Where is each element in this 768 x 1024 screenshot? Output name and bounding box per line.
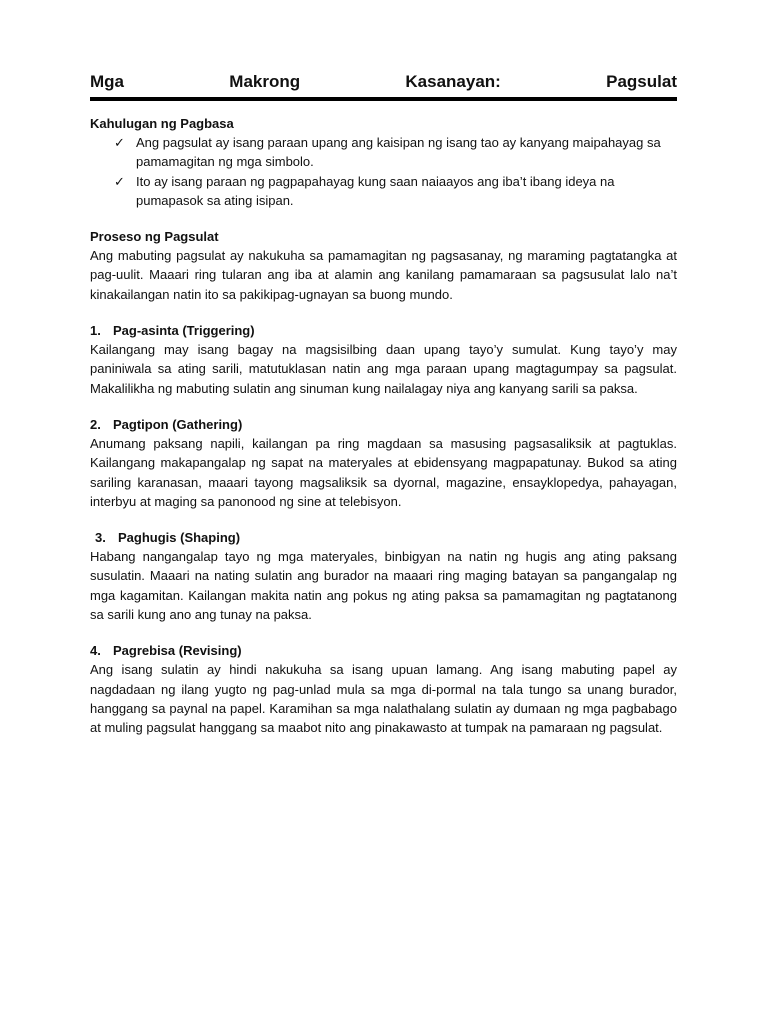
step-paragraph: Kailangang may isang bagay na magsisilbing daan upang tayo’y sumulat. Kung tayo’y may paniniwala sa ating sarili, matutuklasan natin ang mga paraan upang magtagumpay sa pagsulat. Makalilikha ng mabuting sulatin ang sinuman kung nailalagay niya ang kanyang sarili sa paksa. xyxy=(90,342,677,396)
list-item xyxy=(114,172,677,211)
step-paragraph: Ang isang sulatin ay hindi nakukuha sa isang upuan lamang. Ang isang mabuting papel ay nagdadaan ng ilang yugto ng pag-unlad mula sa mga di-pormal na tala tungo sa unang burador, hanggang sa paynal na papel. Karamihan sa mga nalathalang sulatin ay dumaan ng mga pagbabago at muling pagsulat hanggang sa maabot nito ang pinakawasto at tumpak na pamaraan ng pagsulat. xyxy=(90,662,677,736)
step-paragraph: Anumang paksang napili, kailangan pa ring magdaan sa masusing pagsasaliksik at pagtuklas. Kailangang makapangalap ng sapat na materyales at ebidensyang magpapatunay. Bukod sa ating sariling karanasan, maaari tayong magsaliksik sa dyornal, magazine, ensayklopedya, pahayagan, interbyu at maging sa panonood ng sine at telebisyon. xyxy=(90,435,677,509)
list-item-text: Ang pagsulat ay isang paraan upang ang kaisipan ng isang tao ay kanyang maipahayag sa pamamagitan ng mga simbolo. xyxy=(136,135,661,170)
step-number: 2. xyxy=(90,416,101,432)
title-underline xyxy=(90,97,677,101)
step-number: 1. xyxy=(90,323,101,339)
title-word-3: Kasanayan: xyxy=(405,72,501,91)
title-word-2: Makrong xyxy=(229,72,301,91)
step-heading xyxy=(90,415,677,434)
title-word-1: Mga xyxy=(90,72,124,91)
step-heading xyxy=(90,641,677,660)
step-title: Pagtipon (Gathering) xyxy=(113,416,243,432)
step-heading xyxy=(90,321,677,340)
proseso-paragraph: Ang mabuting pagsulat ay nakukuha sa pamamagitan ng pagsasanay, ng maraming pagtatangka at pag-uulit. Maaari ring tularan ang iba at alamin ang kanilang pamamaraan sa pagsusulat lalo na’t kinakailangan natin ito sa pakikipag-ugnayan sa buong mundo. xyxy=(90,248,677,302)
step-heading xyxy=(90,528,677,547)
step-number: 3. xyxy=(95,530,106,546)
kahulugan-list xyxy=(90,133,677,210)
title-word-4: Pagsulat xyxy=(606,72,677,91)
checkmark-icon: ✓ xyxy=(114,173,125,189)
page-title xyxy=(90,70,677,97)
checkmark-icon: ✓ xyxy=(114,135,125,150)
step-title: Pagrebisa (Revising) xyxy=(113,643,242,659)
proseso-heading: Proseso ng Pagsulat xyxy=(90,229,219,245)
step-title: Paghugis (Shaping) xyxy=(118,530,241,546)
list-item-text: Ito ay isang paraan ng pagpapahayag kung saan naiaayos ang iba’t ibang ideya na pumapasok sa ating isipan. xyxy=(136,173,615,208)
step-paragraph: Habang nangangalap tayo ng mga materyales, binbigyan na natin ng hugis ang ating paksang susulatin. Maaari na nating sulatin ang burador na maaari ring maging batayan sa pangangalap ng mga kagamitan. Kailangan makita natin ang pokus ng ating paksa sa pamamagitan ng pagtatanong sa sarili kung ano ang tunay na paksa. xyxy=(90,549,677,623)
kahulugan-heading: Kahulugan ng Pagbasa xyxy=(90,116,234,131)
document-page xyxy=(90,70,677,738)
step-title: Pag-asinta (Triggering) xyxy=(113,323,255,339)
list-item xyxy=(114,133,677,172)
step-number: 4. xyxy=(90,643,101,659)
